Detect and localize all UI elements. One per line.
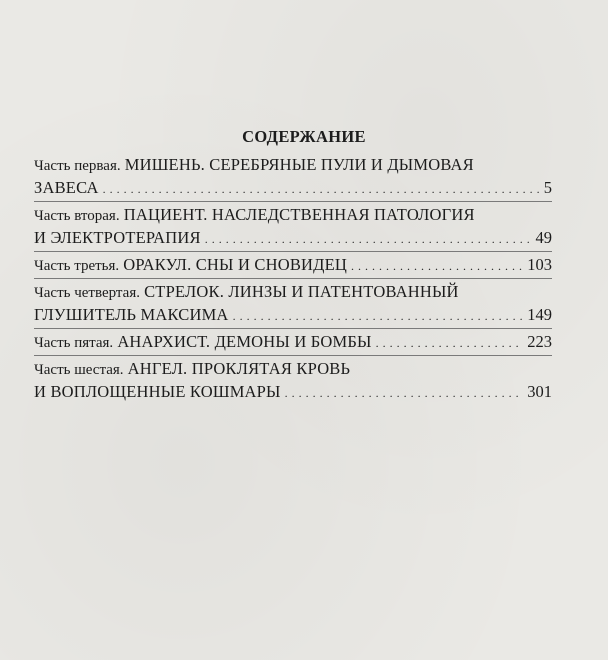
toc-entry-first-line (34, 281, 552, 304)
part-heading: АНГЕЛ. ПРОКЛЯТАЯ КРОВЬ (127, 359, 351, 378)
dot-leader (103, 177, 540, 200)
page-number: 301 (527, 382, 552, 401)
toc-entry-part-4 (34, 278, 552, 327)
page-number: 149 (527, 305, 552, 324)
toc-entry-second-line (34, 304, 552, 327)
toc-entry-line (34, 331, 552, 354)
dot-leader (233, 304, 524, 327)
part-label: Часть пятая. (34, 335, 114, 351)
part-heading-continued: И ВОПЛОЩЕННЫЕ КОШМАРЫ (34, 382, 281, 401)
dot-leader (376, 331, 524, 354)
toc-entry-part-3 (34, 251, 552, 277)
page-number: 5 (543, 178, 552, 197)
part-label: Часть третья. (34, 258, 120, 274)
part-label: Часть первая. (34, 158, 121, 174)
toc-entry-first-line (34, 358, 552, 381)
toc-entry-second-line (34, 177, 552, 200)
part-label: Часть четвертая. (34, 285, 140, 301)
part-label: Часть вторая. (34, 208, 120, 224)
dot-leader (351, 254, 523, 277)
part-heading: СТРЕЛОК. ЛИНЗЫ И ПАТЕНТОВАННЫЙ (144, 282, 459, 301)
toc-entry-first-line (34, 204, 552, 227)
part-heading: МИШЕНЬ. СЕРЕБРЯНЫЕ ПУЛИ И ДЫМОВАЯ (124, 155, 474, 174)
dot-leader (285, 381, 524, 404)
table-of-contents (34, 154, 552, 404)
part-heading: ПАЦИЕНТ. НАСЛЕДСТВЕННАЯ ПАТОЛОГИЯ (123, 205, 475, 224)
toc-entry-part-1 (34, 154, 552, 200)
part-heading: АНАРХИСТ. ДЕМОНЫ И БОМБЫ (117, 332, 372, 351)
toc-entry-second-line (34, 381, 552, 404)
part-heading-continued: И ЭЛЕКТРОТЕРАПИЯ (34, 228, 201, 247)
page-number: 49 (535, 228, 552, 247)
toc-entry-line (34, 254, 552, 277)
toc-entry-second-line (34, 227, 552, 250)
toc-entry-part-6 (34, 355, 552, 404)
page-number: 103 (527, 255, 552, 274)
toc-entry-part-2 (34, 201, 552, 250)
part-heading-continued: ЗАВЕСА (34, 178, 99, 197)
dot-leader (205, 227, 532, 250)
part-label: Часть шестая. (34, 362, 124, 378)
page-title: СОДЕРЖАНИЕ (242, 127, 366, 147)
page-number: 223 (527, 332, 552, 351)
part-heading: ОРАКУЛ. СНЫ И СНОВИДЕЦ (123, 255, 347, 274)
toc-entry-first-line (34, 154, 552, 177)
part-heading-continued: ГЛУШИТЕЛЬ МАКСИМА (34, 305, 229, 324)
toc-entry-part-5 (34, 328, 552, 354)
